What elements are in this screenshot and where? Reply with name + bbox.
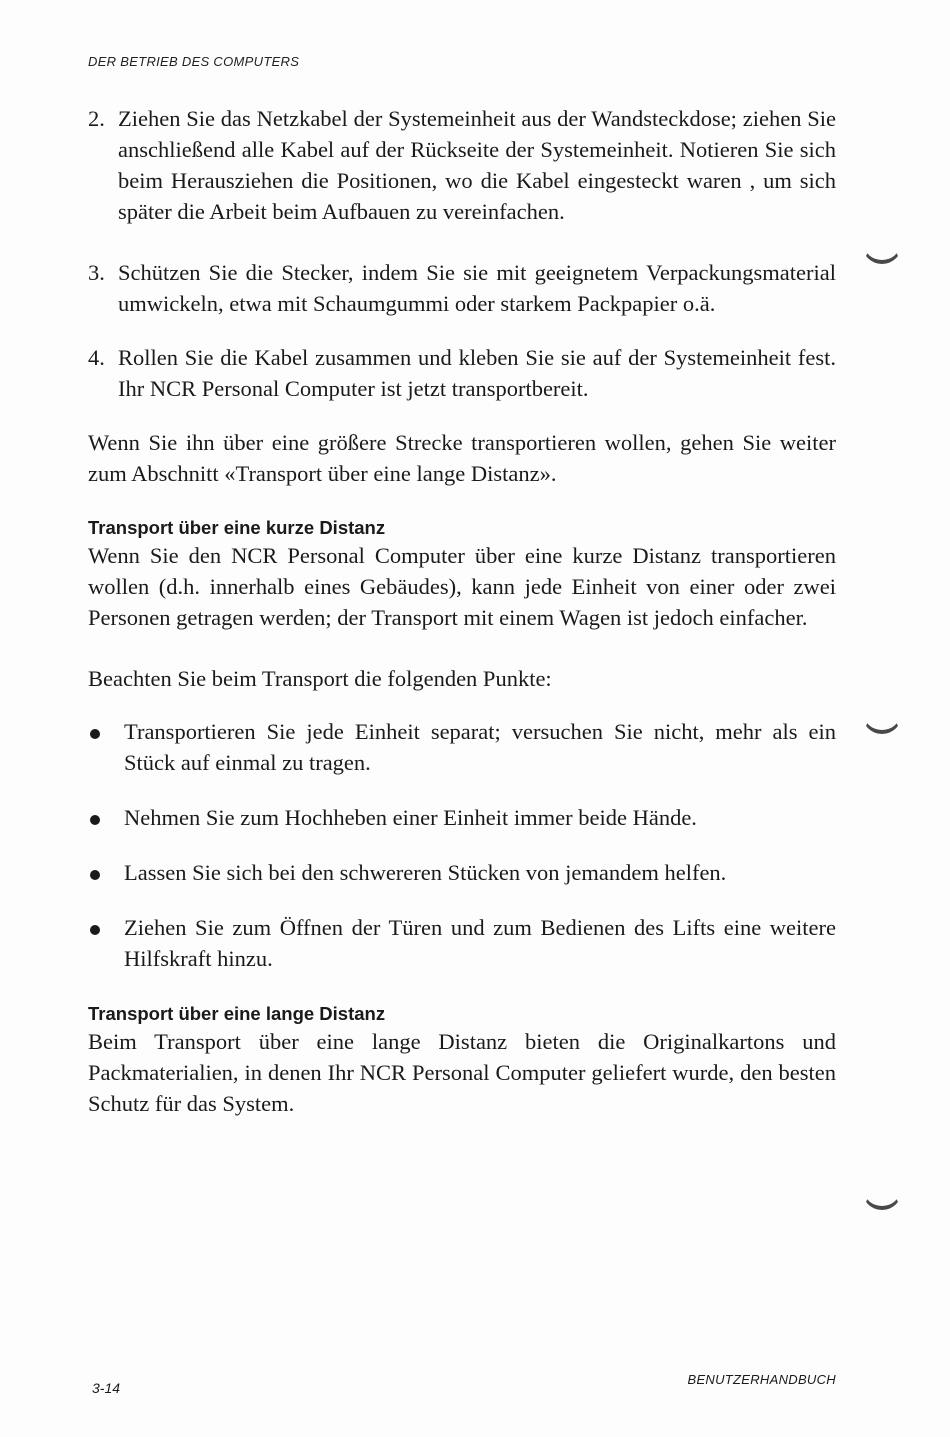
step-number: 4. [88,345,105,370]
section-paragraph-long-distance: Beim Transport über eine lange Distanz bieten die Originalkartons und Packmaterialien, in denen Ihr NCR Personal Computer geliefert wurde, den besten Schutz für das System. [88,1029,836,1116]
bullet-list [88,716,836,974]
step-item-2 [88,103,836,227]
list-item [88,802,836,833]
binder-hole-mark-top [862,238,902,264]
step-item-3 [88,257,836,319]
bullet-icon [88,857,124,888]
manual-title: BENUTZERHANDBUCH [687,1372,836,1387]
binder-hole-mark-bottom [862,1184,902,1210]
section-heading-long-distance: Transport über eine lange Distanz [88,1003,386,1024]
list-item-text: Lassen Sie sich bei den schwereren Stücken von jemandem helfen. [124,860,727,885]
bullet-icon [88,716,124,778]
list-item [88,912,836,974]
page-number: 3-14 [92,1380,121,1396]
bullet-icon [88,802,124,833]
intro-paragraph: Wenn Sie ihn über eine größere Strecke transportieren wollen, gehen Sie weiter zum Abschnitt «Transport über eine lange Distanz». [88,430,836,486]
step-number: 2. [88,106,105,131]
step-text: Rollen Sie die Kabel zusammen und kleben Sie sie auf der Systemeinheit fest. Ihr NCR Personal Computer ist jetzt transportbereit. [118,345,836,401]
page-body [88,103,836,1142]
list-item [88,716,836,778]
list-item-text: Transportieren Sie jede Einheit separat; versuchen Sie nicht, mehr als ein Stück auf einmal zu tragen. [124,719,836,775]
running-head: DER BETRIEB DES COMPUTERS [88,54,300,69]
binder-hole-mark-middle [862,708,902,734]
bullet-lead-in: Beachten Sie beim Transport die folgenden Punkte: [88,666,552,691]
list-item [88,857,836,888]
step-number: 3. [88,260,105,285]
list-item-text: Ziehen Sie zum Öffnen der Türen und zum Bedienen des Lifts eine weitere Hilfskraft hinzu. [124,915,836,971]
step-text: Ziehen Sie das Netzkabel der Systemeinheit aus der Wandsteckdose; ziehen Sie anschließend alle Kabel auf der Rückseite der Systemeinheit. Notieren Sie sich beim Herausziehen die Positionen, wo die Kabel eingesteckt waren , um sich später die Arbeit beim Aufbauen zu vereinfachen. [118,106,836,224]
section-paragraph-short-distance: Wenn Sie den NCR Personal Computer über eine kurze Distanz transportieren wollen (d.h. innerhalb eines Gebäudes), kann jede Einheit von einer oder zwei Personen getragen werden; der Transport mit einem Wagen ist jedoch einfacher. [88,543,836,630]
bullet-icon [88,912,124,974]
section-heading-short-distance: Transport über eine kurze Distanz [88,517,386,538]
step-item-4 [88,342,836,404]
list-item-text: Nehmen Sie zum Hochheben einer Einheit immer beide Hände. [124,805,697,830]
step-text: Schützen Sie die Stecker, indem Sie sie mit geeignetem Verpackungsmaterial umwickeln, etwa mit Schaumgummi oder starkem Packpapier o.ä. [118,260,836,316]
